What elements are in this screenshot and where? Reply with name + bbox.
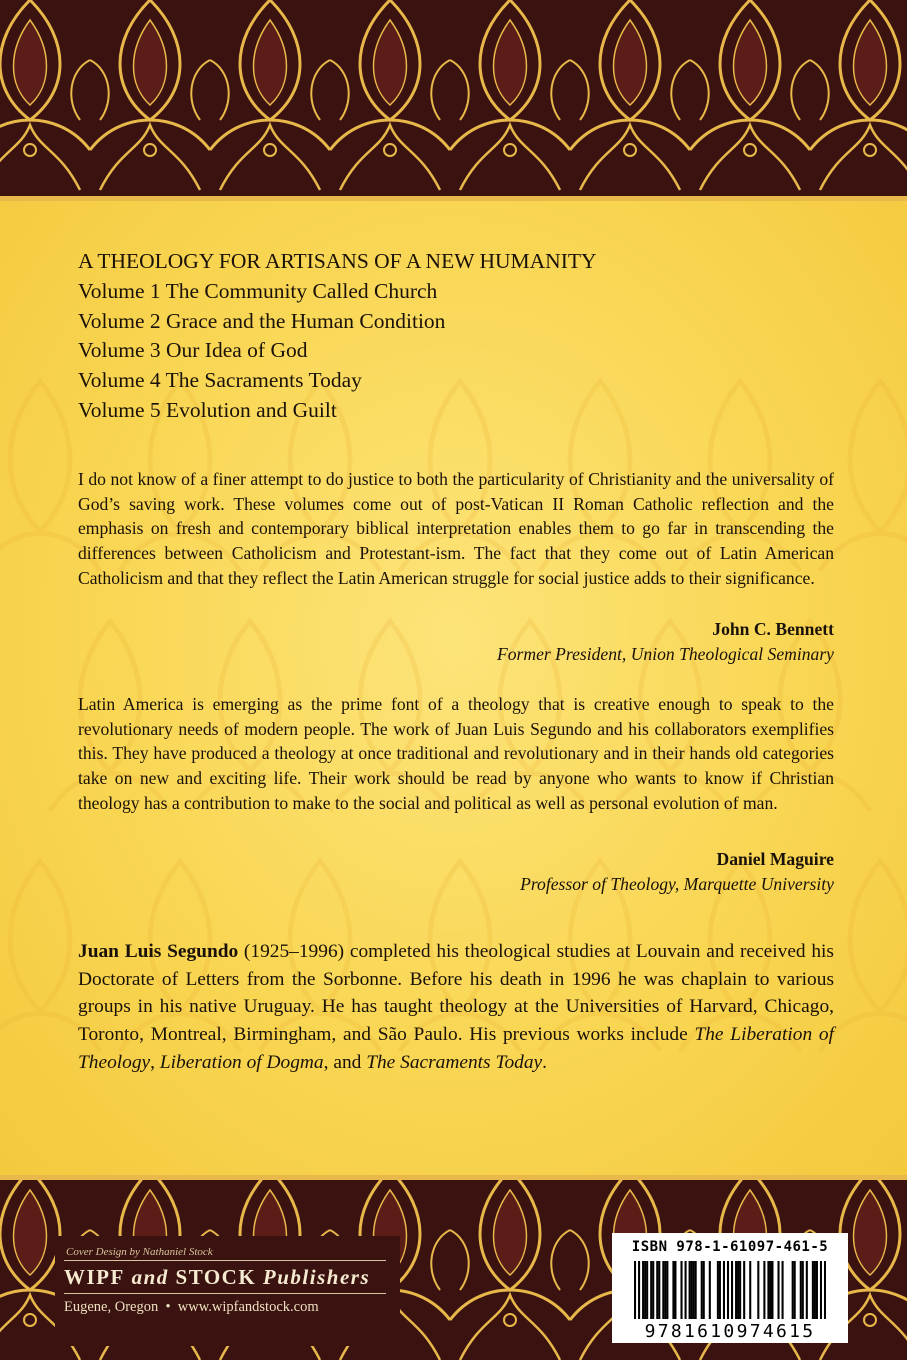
barcode-bar [719, 1261, 721, 1319]
bullet-separator: • [165, 1299, 171, 1315]
barcode-bar [656, 1261, 658, 1319]
barcode-bar [763, 1261, 765, 1319]
barcode-bar [717, 1261, 719, 1319]
endorser-name: John C. Bennett [712, 619, 834, 639]
barcode-bar [816, 1261, 818, 1319]
book-title: The Liberation of Theology [78, 1024, 834, 1073]
barcode-bars [634, 1261, 826, 1319]
barcode-bar [806, 1261, 808, 1319]
endorsement-attribution [520, 847, 834, 896]
endorser-name: Daniel Maguire [716, 849, 834, 869]
volume-item: Volume 3 Our Idea of God [78, 338, 308, 363]
barcode-bar [693, 1261, 695, 1319]
barcode-bar [644, 1261, 646, 1319]
volume-item: Volume 1 The Community Called Church [78, 278, 438, 303]
barcode-bar [771, 1261, 773, 1319]
barcode-bar [777, 1261, 779, 1319]
barcode-bar [743, 1261, 745, 1319]
barcode-bar [652, 1261, 654, 1319]
barcode-bar [757, 1261, 759, 1319]
barcode-bar [658, 1261, 660, 1319]
barcode-bar [820, 1261, 822, 1319]
barcode-bar [662, 1261, 664, 1319]
barcode-bar [794, 1261, 796, 1319]
barcode-bar [650, 1261, 652, 1319]
barcode-bar [672, 1261, 674, 1319]
barcode-bar [642, 1261, 644, 1319]
isbn-label: ISBN 978-1-61097-461-5 [631, 1239, 829, 1255]
barcode-bar [664, 1261, 666, 1319]
divider [64, 1260, 386, 1261]
barcode-bar [680, 1261, 682, 1319]
endorsement-quote [78, 692, 834, 816]
endorser-title: Former President, Union Theological Seminary [496, 643, 834, 664]
isbn-barcode [612, 1233, 848, 1343]
barcode-bar [685, 1261, 687, 1319]
barcode-bar [802, 1261, 804, 1319]
book-title: The Sacraments Today [366, 1051, 543, 1073]
author-name: Juan Luis Segundo [78, 941, 239, 962]
barcode-bar [767, 1261, 769, 1319]
barcode-bar [792, 1261, 794, 1319]
series-title: A THEOLOGY FOR ARTISANS OF A NEW HUMANITY [78, 249, 597, 273]
barcode-bar [695, 1261, 697, 1319]
series-list [78, 247, 597, 426]
volume-item: Volume 2 Grace and the Human Condition [78, 308, 446, 333]
endorsement-attribution [497, 617, 834, 666]
barcode-bar [812, 1261, 814, 1319]
author-bio [78, 938, 834, 1077]
barcode-bar [737, 1261, 739, 1319]
barcode-bar [701, 1261, 703, 1319]
barcode-bar [703, 1261, 705, 1319]
endorsement-text: Latin America is emerging as the prime font of a theology that is creative enough to speak to the revolutionary needs of modern people. The work of Juan Luis Segundo and his collaborators exemplifies this. They have produced a theology at once traditional and revolutionary and in their hands old categories take on new and exciting life. Their work should be read by anyone who wants to know if Christian theology has a contribution to make to the social and political as well as personal evolution of man. [78, 694, 834, 813]
barcode-bar [735, 1261, 737, 1319]
divider [64, 1293, 386, 1294]
ean-number: 9781610974615 [644, 1321, 816, 1342]
barcode-bar [691, 1261, 693, 1319]
barcode-bar [814, 1261, 816, 1319]
barcode-bar [782, 1261, 784, 1319]
barcode-bar [727, 1261, 729, 1319]
barcode-bar [709, 1261, 711, 1319]
barcode-bar [666, 1261, 668, 1319]
publisher-location: Eugene, Oregon [64, 1299, 159, 1315]
volume-item: Volume 5 Evolution and Guilt [78, 397, 337, 422]
barcode-bar [769, 1261, 771, 1319]
endorsement-quote [78, 467, 834, 591]
book-title: Liberation of Dogma [159, 1051, 324, 1073]
volume-item: Volume 4 The Sacraments Today [78, 368, 362, 393]
barcode-bar [689, 1261, 691, 1319]
barcode-bar [634, 1261, 636, 1319]
barcode-bar [646, 1261, 648, 1319]
barcode-bar [739, 1261, 741, 1319]
publisher-website: www.wipfandstock.com [177, 1299, 319, 1315]
barcode-bar [731, 1261, 733, 1319]
top-flourish-pattern [0, 0, 907, 196]
endorsement-text: I do not know of a finer attempt to do justice to both the particularity of Christianity and the universality of God’s saving work. These volumes come out of post-Vatican II Roman Catholic reflection and the emphasis on fresh and contemporary biblical interpretation enables them to go far in transcending the differences between Catholicism and Protestant-ism. The fact that they come out of Latin American Catholicism and that they reflect the Latin American struggle for social justice adds to their significance. [78, 469, 834, 588]
publisher-location-line [64, 1299, 394, 1316]
cover-design-credit: Cover Design by Nathaniel Stock [66, 1246, 213, 1258]
barcode-bar [824, 1261, 826, 1319]
author-bio-text: Juan Luis Segundo (1925–1996) completed his theological studies at Louvain and received his Doctorate of Letters from the Sorbonne. Before his death in 1996 he was chaplain to various groups in his native Uruguay. He has taught theology at the Universities of Harvard, Chicago, Toronto, Montreal, Birmingham, and São Paulo. His previous works include The Liberation of Theology, Liberation of Dogma, and The Sacraments Today. [78, 941, 834, 1073]
top-ornament-band [0, 0, 907, 196]
publisher-block [64, 1246, 394, 1316]
barcode-bar [800, 1261, 802, 1319]
barcode-bar [638, 1261, 640, 1319]
barcode-bar [674, 1261, 676, 1319]
publisher-name: WIPF and STOCK Publishers [64, 1265, 371, 1289]
barcode-bar [749, 1261, 751, 1319]
barcode-bar [723, 1261, 725, 1319]
endorser-title: Professor of Theology, Marquette University [520, 873, 834, 894]
